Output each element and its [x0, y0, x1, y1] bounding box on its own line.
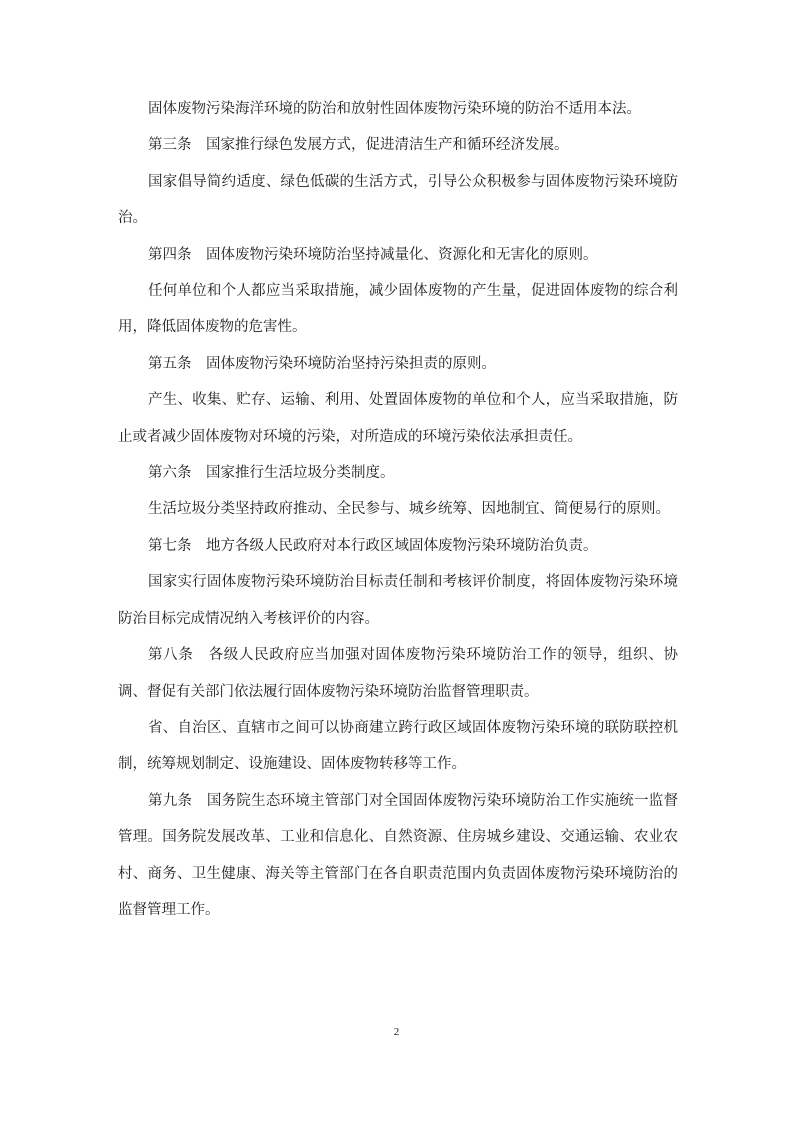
paragraph-article-6-principles: 生活垃圾分类坚持政府推动、全民参与、城乡统筹、因地制宜、简便易行的原则。 — [148, 501, 670, 518]
paragraph-article-4-measures: 任何单位和个人都应当采取措施，减少固体废物的产生量，促进固体废物的综合利用，降低固体废物的危害性。 — [118, 283, 678, 336]
paragraph-article-5-liability: 产生、收集、贮存、运输、利用、处置固体废物的单位和个人，应当采取措施，防止或者减少固体废物对环境的污染，对所造成的环境污染依法承担责任。 — [118, 392, 678, 445]
paragraph-article-4: 第四条 固体废物污染环境防治坚持减量化、资源化和无害化的原则。 — [148, 246, 598, 263]
paragraph-article-9: 第九条 国务院生态环境主管部门对全国固体废物污染环境防治工作实施统一监督管理。国务院发展改革、工业和信息化、自然资源、住房城乡建设、交通运输、农业农村、商务、卫生健康、海关等主管部门在各自职责范围内负责固体废物污染环境防治的监督管理工作。 — [118, 792, 678, 918]
page-number: 2 — [393, 1026, 400, 1038]
paragraph-article-8-joint-control: 省、自治区、直辖市之间可以协商建立跨行政区域固体废物污染环境的联防联控机制，统筹规划制定、设施建设、固体废物转移等工作。 — [118, 719, 678, 773]
paragraph-article-3: 第三条 国家推行绿色发展方式，促进清洁生产和循环经济发展。 — [148, 137, 569, 154]
paragraph-article-7: 第七条 地方各级人民政府对本行政区域固体废物污染环境防治负责。 — [148, 537, 598, 554]
paragraph-article-3-lifestyle: 国家倡导简约适度、绿色低碳的生活方式，引导公众积极参与固体废物污染环境防治。 — [118, 173, 678, 227]
paragraph-scope-exclusion: 固体废物污染海洋环境的防治和放射性固体废物污染环境的防治不适用本法。 — [148, 101, 641, 117]
paragraph-article-7-responsibility: 国家实行固体废物污染环境防治目标责任制和考核评价制度，将固体废物污染环境防治目标完成情况纳入考核评价的内容。 — [118, 574, 678, 627]
paragraph-article-6: 第六条 国家推行生活垃圾分类制度。 — [148, 465, 395, 482]
paragraph-article-5: 第五条 固体废物污染环境防治坚持污染担责的原则。 — [148, 355, 496, 372]
document-body — [118, 91, 678, 928]
paragraph-article-8: 第八条 各级人民政府应当加强对固体废物污染环境防治工作的领导，组织、协调、督促有关部门依法履行固体废物污染环境防治监督管理职责。 — [118, 647, 678, 700]
